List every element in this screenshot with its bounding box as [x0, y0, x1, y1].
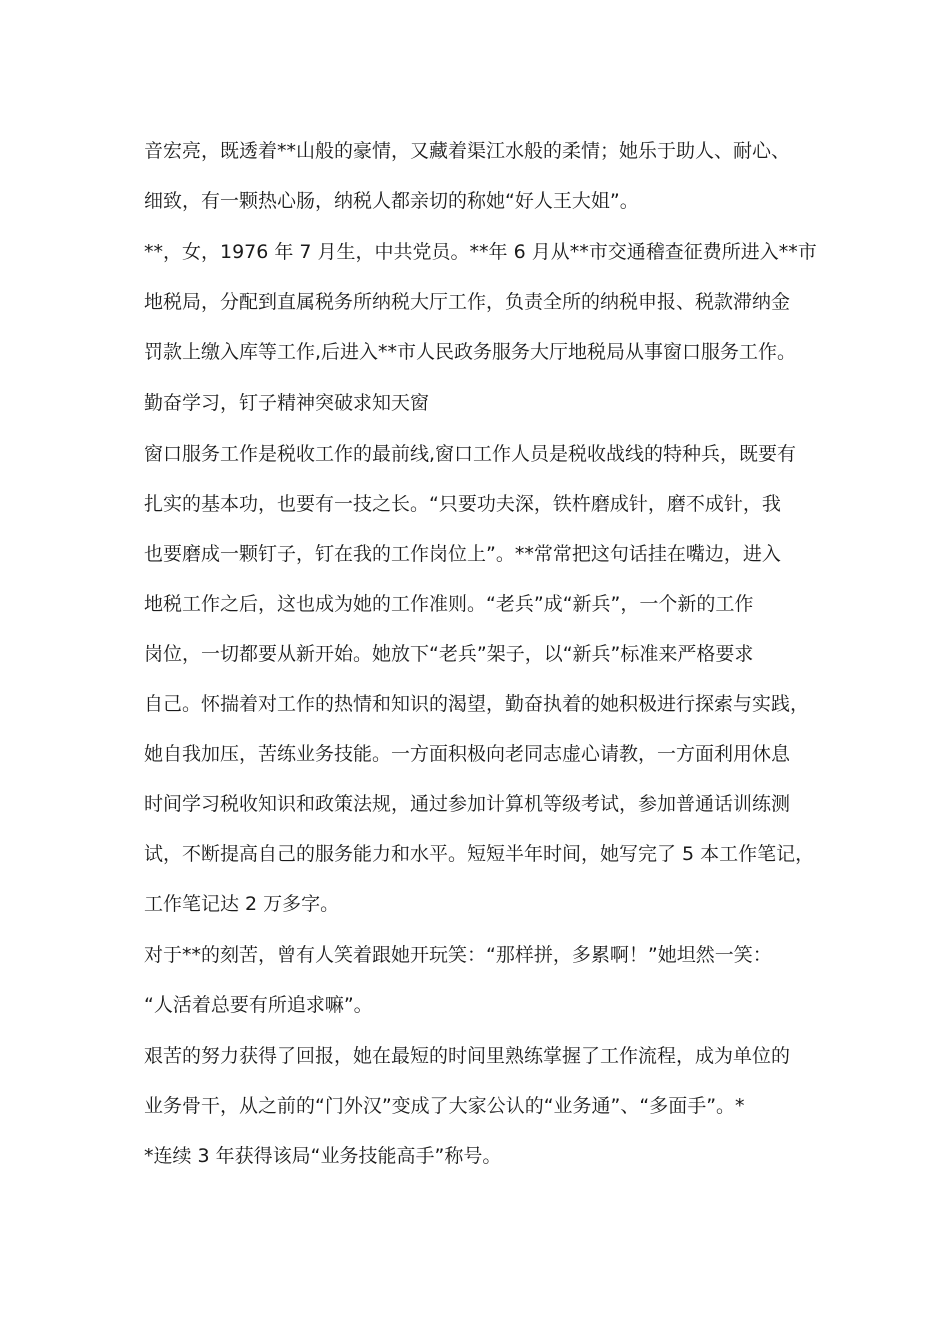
text-line: *连续 3 年获得该局“业务技能高手”称号。	[144, 1145, 502, 1167]
text-line: 音宏亮，既透着**山般的豪情，又藏着渠江水般的柔情；她乐于助人、耐心、	[144, 140, 791, 162]
document-body	[144, 126, 817, 1182]
paragraph-intro-continuation	[144, 126, 809, 226]
text-line: 试，不断提高自己的服务能力和水平。短短半年时间，她写完了 5 本工作笔记，	[144, 843, 815, 865]
text-line: 她自我加压，苦练业务技能。一方面积极向老同志虚心请教，一方面利用休息	[144, 743, 791, 765]
text-line: 自己。怀揣着对工作的热情和知识的渴望，勤奋执着的她积极进行探索与实践，	[144, 693, 810, 715]
text-line: 工作笔记达 2 万多字。	[144, 893, 340, 915]
text-line: 时间学习税收知识和政策法规，通过参加计算机等级考试，参加普通话训练测	[144, 793, 791, 815]
paragraph-quote	[144, 930, 809, 1030]
text-line: 艰苦的努力获得了回报，她在最短的时间里熟练掌握了工作流程，成为单位的	[144, 1045, 791, 1067]
section-heading	[144, 378, 809, 428]
heading-line: 勤奋学习，钉子精神突破求知天窗	[144, 392, 430, 414]
text-line: 也要磨成一颗钉子，钉在我的工作岗位上”。**常常把这句话挂在嘴边，进入	[144, 543, 781, 565]
paragraph-study	[144, 429, 815, 929]
text-line: 地税工作之后，这也成为她的工作准则。“老兵”成“新兵”，一个新的工作	[144, 593, 754, 615]
text-line: **，女，1976 年 7 月生，中共党员。**年 6 月从**市交通稽查征费所进入**市	[144, 241, 817, 263]
text-line: 细致，有一颗热心肠，纳税人都亲切的称她“好人王大姐”。	[144, 190, 639, 212]
text-line: 岗位，一切都要从新开始。她放下“老兵”架子，以“新兵”标准来严格要求	[144, 643, 754, 665]
paragraph-achievement	[144, 1031, 809, 1181]
text-line: “人活着总要有所追求嘛”。	[144, 994, 373, 1016]
text-line: 扎实的基本功，也要有一技之长。“只要功夫深，铁杵磨成针，磨不成针，我	[144, 493, 781, 515]
text-line: 地税局，分配到直属税务所纳税大厅工作，负责全所的纳税申报、税款滞纳金	[144, 291, 791, 313]
text-line: 窗口服务工作是税收工作的最前线,窗口工作人员是税收战线的特种兵，既要有	[144, 443, 797, 465]
text-line: 罚款上缴入库等工作,后进入**市人民政务服务大厅地税局从事窗口服务工作。	[144, 341, 797, 363]
paragraph-biography	[144, 227, 817, 377]
text-line: 业务骨干，从之前的“门外汉”变成了大家公认的“业务通”、“多面手”。*	[144, 1095, 745, 1117]
text-line: 对于**的刻苦，曾有人笑着跟她开玩笑：“那样拼，多累啊！”她坦然一笑：	[144, 944, 772, 966]
